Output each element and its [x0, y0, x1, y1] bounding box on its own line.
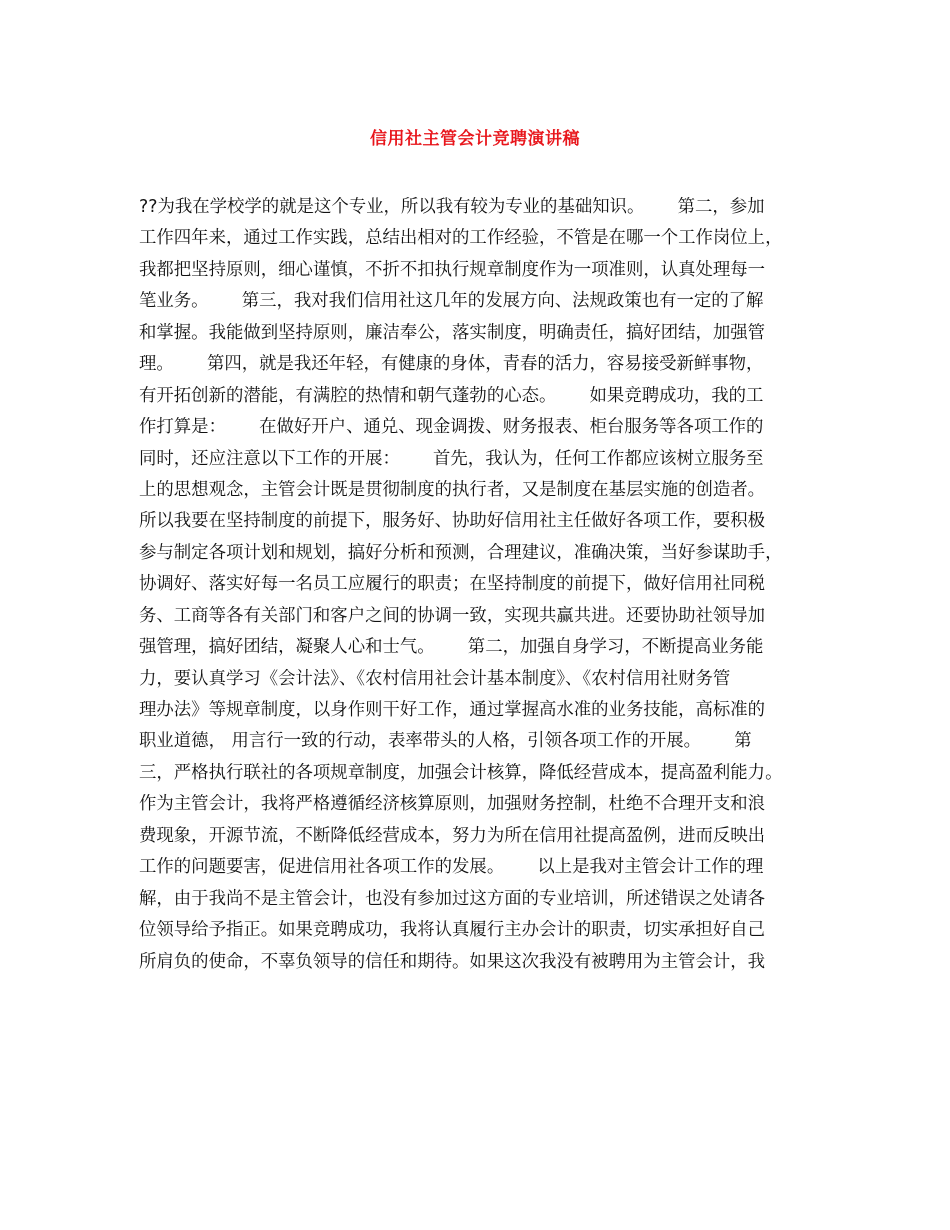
- body-line: 解，由于我尚不是主管会计，也没有参加过这方面的专业培训，所述错误之处请各: [139, 888, 766, 909]
- body-line: 有开拓创新的潜能，有满腔的热情和朝气蓬勃的心态。 如果竞聘成功，我的工: [139, 385, 764, 406]
- body-line: 强管理，搞好团结，凝聚人心和士气。 第二，加强自身学习，不断提高业务能: [139, 637, 764, 658]
- body-line: 笔业务。 第三，我对我们信用社这几年的发展方向、法规政策也有一定的了解: [139, 291, 764, 312]
- body-line: 同时，还应注意以下工作的开展： 首先，我认为，任何工作都应该树立服务至: [139, 448, 764, 469]
- body-line: ??为我在学校学的就是这个专业，所以我有较为专业的基础知识。 第二，参加: [139, 197, 765, 217]
- body-line: 参与制定各项计划和规划，搞好分析和预测，合理建议，准确决策，当好参谋助手，: [139, 542, 783, 563]
- body-line: 上的思想观念，主管会计既是贯彻制度的执行者，又是制度在基层实施的创造者。: [139, 479, 766, 500]
- body-line: 职业道德， 用言行一致的行动，表率带头的人格，引领各项工作的开展。 第: [139, 731, 752, 752]
- body-line: 和掌握。我能做到坚持原则，廉洁奉公，落实制度，明确责任，搞好团结，加强管: [139, 322, 766, 343]
- body-line: 理。 第四，就是我还年轻，有健康的身体，青春的活力，容易接受新鲜事物，: [139, 354, 764, 375]
- body-line: 位领导给予指正。如果竞聘成功，我将认真履行主办会计的职责，切实承担好自己: [139, 920, 766, 941]
- body-line: 协调好、落实好每一名员工应履行的职责；在坚持制度的前提下，做好信用社同税: [139, 574, 766, 595]
- body-line: 费现象，开源节流，不断降低经营成本，努力为所在信用社提高盈例，进而反映出: [139, 825, 766, 846]
- body-line: 工作的问题要害，促进信用社各项工作的发展。 以上是我对主管会计工作的理: [139, 857, 764, 878]
- body-line: 力，要认真学习《会计法》、《农村信用社会计基本制度》、《农村信用社财务管: [139, 668, 731, 689]
- body-line: 我都把坚持原则，细心谨慎，不折不扣执行规章制度作为一项准则，认真处理每一: [139, 259, 766, 280]
- body-line: 作打算是： 在做好开户、通兑、现金调拨、财务报表、柜台服务等各项工作的: [139, 417, 764, 438]
- document-body: [139, 192, 839, 978]
- body-line: 作为主管会计，我将严格遵循经济核算原则，加强财务控制，杜绝不合理开支和浪: [139, 794, 766, 815]
- document-title: 信用社主管会计竞聘演讲稿: [370, 129, 580, 149]
- body-line: 所肩负的使命，不辜负领导的信任和期待。如果这次我没有被聘用为主管会计，我: [139, 951, 766, 972]
- body-line: 三，严格执行联社的各项规章制度，加强会计核算，降低经营成本，提高盈利能力。: [139, 762, 783, 783]
- body-line: 理办法》等规章制度，以身作则干好工作，通过掌握高水准的业务技能，高标准的: [139, 700, 766, 720]
- body-line: 工作四年来，通过工作实践，总结出相对的工作经验，不管是在哪一个工作岗位上，: [139, 228, 783, 249]
- body-line: 所以我要在坚持制度的前提下，服务好、协助好信用社主任做好各项工作，要积极: [139, 511, 766, 532]
- body-line: 务、工商等各有关部门和客户之间的协调一致，实现共赢共进。还要协助社领导加: [139, 605, 766, 626]
